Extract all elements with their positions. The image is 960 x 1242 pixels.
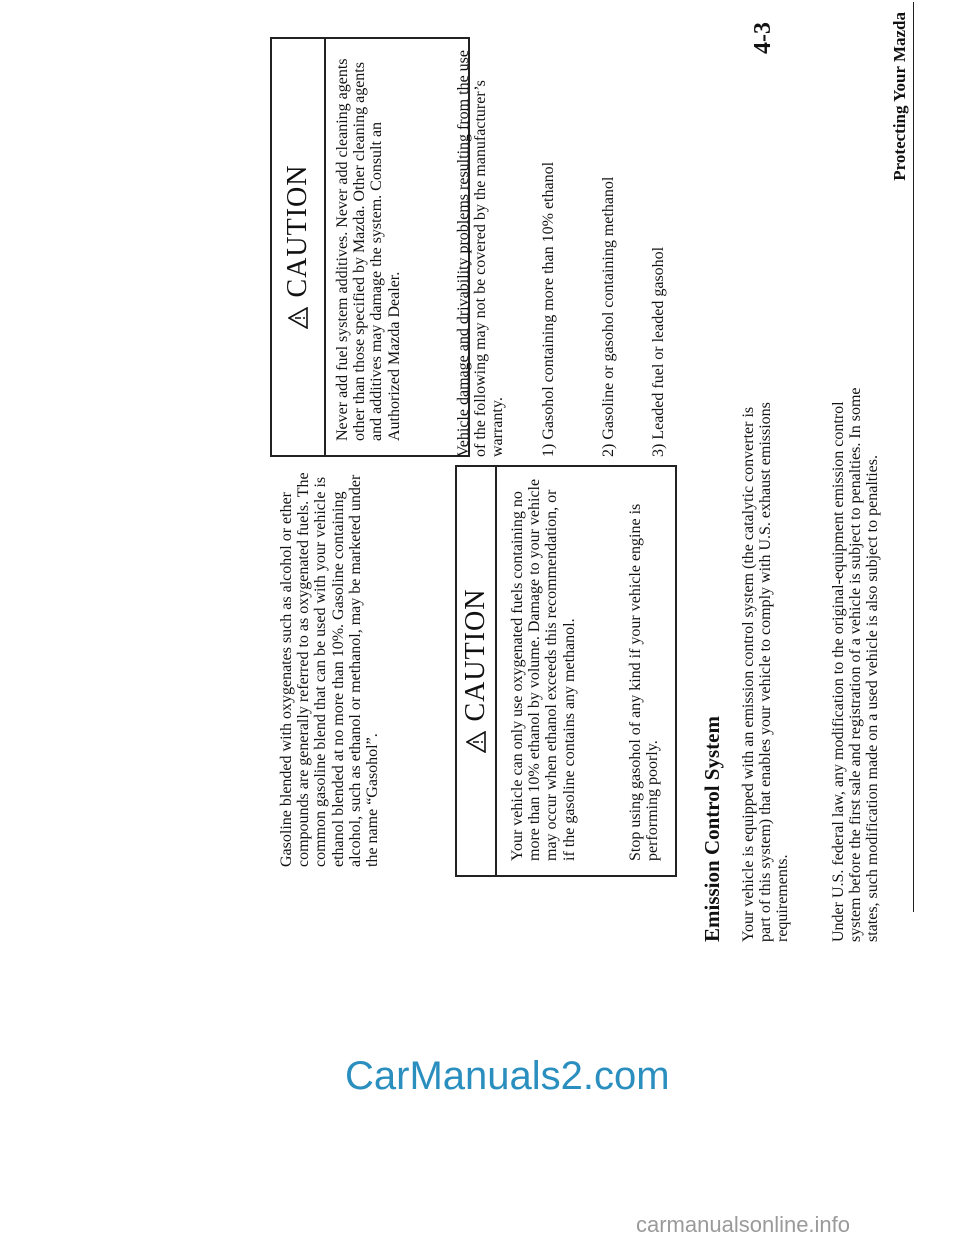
intro-paragraph: Gasoline blended with oxygenates such as alcohol or ether compounds are generally referred to as oxygenated fuels. The common gasoline blend that can be used with your vehicle is ethanol blended at no more than 10%. Gasoline containing alcohol, such as ethanol or methanol, may be marketed under the name “Gasohol”. (278, 472, 382, 867)
watermark-primary: CarManuals2.com (345, 1054, 670, 1098)
emission-para2: Under U.S. federal law, any modification to the original-equipment emission control system before the first sale and registration of a vehicle is subject to penalties. In some states, such modification made on a used vehicle is also subject to penalties. (830, 387, 882, 942)
caution-heading: CAUTION (282, 164, 313, 298)
header-rule (913, 2, 914, 912)
warning-triangle-icon (466, 732, 486, 754)
vehicle-damage-para: Vehicle damage and drivability problems resulting from the use of the following may not be covered by the manufacturer’s warranty. (455, 50, 507, 457)
caution-box-fuel-head (457, 467, 497, 875)
emission-para1: Your vehicle is equipped with an emission control system (the catalytic converter is part of this system) that enables your vehicle to comply with U.S. exhaust emissions requirements. (740, 402, 792, 942)
page-number: 4-3 (750, 22, 776, 54)
watermark-secondary: carmanualsonline.info (636, 1212, 851, 1237)
caution-box-additives-head (272, 39, 326, 455)
list-item: 3) Leaded fuel or leaded gasohol (650, 246, 667, 457)
section-title-emission: Emission Control System (700, 716, 724, 942)
caution-fuel-para2: Stop using gasohol of any kind if your vehicle engine is performing poorly. (627, 503, 662, 861)
list-item: 2) Gasoline or gasohol containing methanol (600, 176, 617, 457)
caution-heading: CAUTION (460, 588, 491, 722)
caution-additives-para: Never add fuel system additives. Never add cleaning agents other than those specified by Mazda. Other cleaning agents and additives may damage the system. Consult an Authorized Mazda Dealer. (334, 58, 403, 441)
caution-fuel-para1: Your vehicle can only use oxygenated fuels containing no more than 10% ethanol by volume. Damage to your vehicle may occur when ethanol exceeds this recommendation, or if the gasoline contains any methanol. (509, 478, 578, 861)
caution-box-additives (270, 37, 470, 457)
warning-triangle-icon (288, 308, 308, 330)
caution-box-fuel (455, 465, 677, 877)
header-title: Protecting Your Mazda (890, 12, 909, 181)
list-item: 1) Gasohol containing more than 10% ethanol (540, 161, 557, 457)
